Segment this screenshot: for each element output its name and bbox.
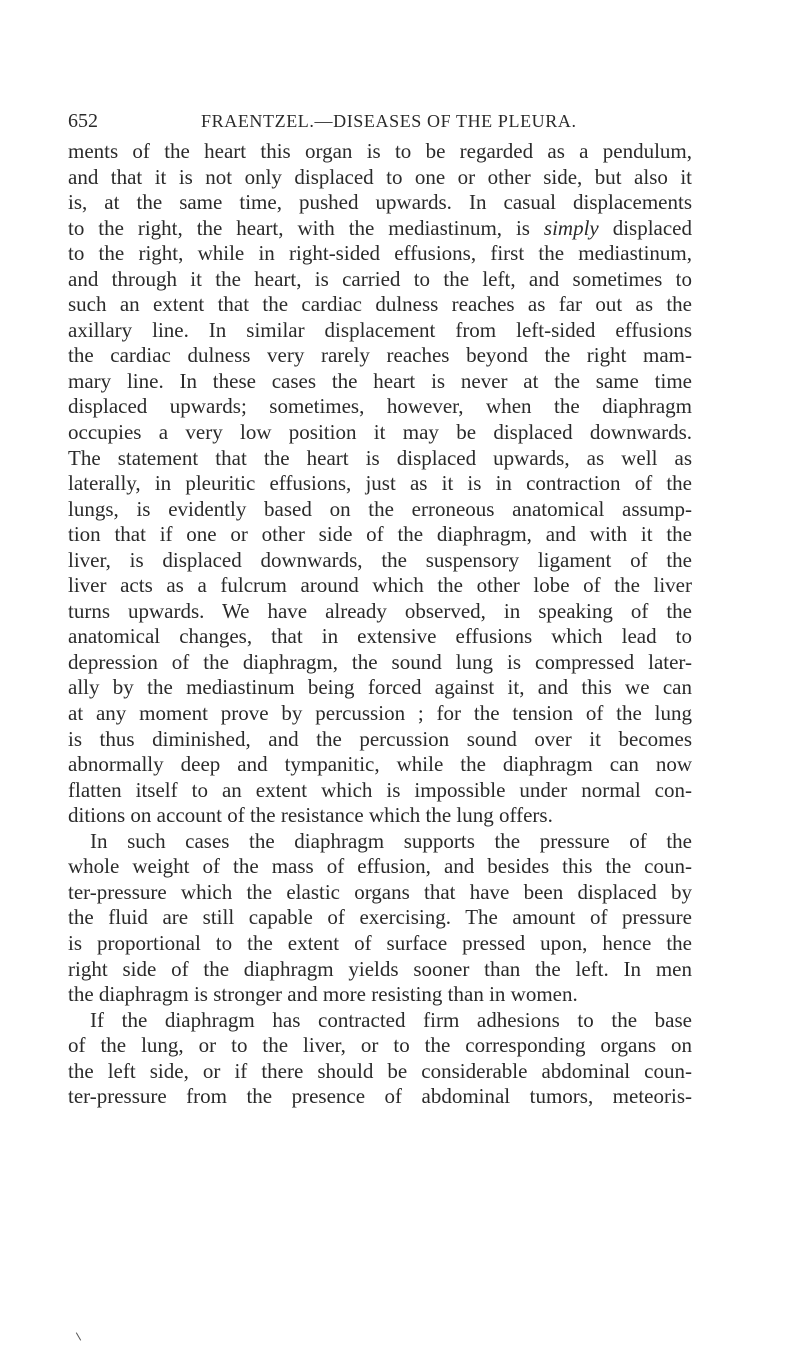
text-line: liver acts as a fulcrum around which the other lobe of the liver <box>68 573 692 598</box>
text-line: of the lung, or to the liver, or to the corresponding organs on <box>68 1033 692 1058</box>
text-line: lungs, is evidently based on the erroneous anatomical assump- <box>68 496 692 521</box>
text-line: the left side, or if there should be considerable abdominal coun- <box>68 1058 692 1083</box>
text-line: at any moment prove by percussion ; for the tension of the lung <box>68 701 692 726</box>
text-line: ter-pressure from the presence of abdominal tumors, meteoris- <box>68 1084 692 1109</box>
text-line: mary line. In these cases the heart is never at the same time <box>68 368 692 393</box>
text-line: right side of the diaphragm yields sooner than the left. In men <box>68 956 692 981</box>
running-title: FRAENTZEL.—DISEASES OF THE PLEURA. <box>201 111 577 131</box>
text-line: whole weight of the mass of effusion, and besides this the coun- <box>68 854 692 879</box>
text-line-start: to the right, the heart, with the mediastinum, is <box>68 215 530 240</box>
text-line: displaced upwards; sometimes, however, when the diaphragm <box>68 394 692 419</box>
paragraph-start-line: If the diaphragm has contracted firm adhesions to the base <box>90 1007 692 1032</box>
text-line: laterally, in pleuritic effusions, just as it is in contraction of the <box>68 471 692 496</box>
text-line: turns upwards. We have already observed, in speaking of the <box>68 598 692 623</box>
running-head <box>68 107 668 135</box>
text-line: the cardiac dulness very rarely reaches beyond the right mam- <box>68 343 692 368</box>
paragraph-end-line: ditions on account of the resistance which the lung offers. <box>68 803 553 828</box>
text-line-end: displaced <box>612 215 692 240</box>
text-line: ally by the mediastinum being forced against it, and this we can <box>68 675 692 700</box>
text-line: axillary line. In similar displacement from left-sided effusions <box>68 317 692 342</box>
text-line: and that it is not only displaced to one or other side, but also it <box>68 164 692 189</box>
text-line: anatomical changes, that in extensive effusions which lead to <box>68 624 692 649</box>
text-line: such an extent that the cardiac dulness reaches as far out as the <box>68 292 692 317</box>
text-line-with-italic <box>68 216 692 242</box>
italic-emphasis: simply <box>543 215 599 240</box>
body-text <box>68 139 692 1110</box>
page-number: 652 <box>68 110 98 132</box>
text-line: and through it the heart, is carried to the left, and sometimes to <box>68 266 692 291</box>
text-line: occupies a very low position it may be displaced downwards. <box>68 420 692 445</box>
text-line: tion that if one or other side of the diaphragm, and with it the <box>68 522 692 547</box>
text-line: abnormally deep and tympanitic, while the diaphragm can now <box>68 752 692 777</box>
text-line: flatten itself to an extent which is impossible under normal con- <box>68 777 692 802</box>
text-line: is, at the same time, pushed upwards. In casual displacements <box>68 190 692 215</box>
text-line: liver, is displaced downwards, the suspensory ligament of the <box>68 547 692 572</box>
paragraph-start-line: In such cases the diaphragm supports the pressure of the <box>90 828 692 853</box>
text-line: ter-pressure which the elastic organs that have been displaced by <box>68 879 692 904</box>
text-line: depression of the diaphragm, the sound lung is compressed later- <box>68 649 692 674</box>
text-line: to the right, while in right-sided effusions, first the mediastinum, <box>68 241 692 266</box>
text-line: The statement that the heart is displaced upwards, as well as <box>68 445 692 470</box>
text-line: is proportional to the extent of surface pressed upon, hence the <box>68 930 692 955</box>
print-speck <box>76 1332 81 1340</box>
text-line: the fluid are still capable of exercising. The amount of pressure <box>68 905 692 930</box>
text-line: ments of the heart this organ is to be regarded as a pendulum, <box>68 139 692 163</box>
text-line: is thus diminished, and the percussion sound over it becomes <box>68 726 692 751</box>
paragraph-end-line: the diaphragm is stronger and more resisting than in women. <box>68 982 578 1007</box>
